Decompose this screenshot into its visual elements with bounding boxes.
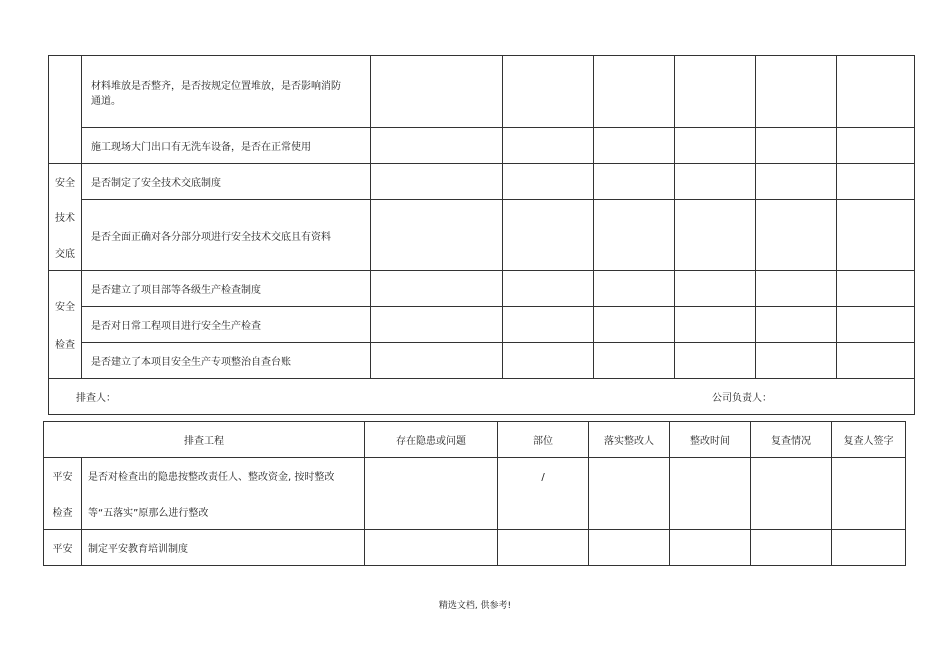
category-label: 交底 — [55, 248, 75, 260]
category-label: 安全 — [55, 302, 75, 313]
footer-note: 精选文档, 供参考! — [438, 601, 512, 611]
location-cell[interactable] — [503, 128, 594, 164]
signature-cell[interactable] — [837, 271, 915, 307]
recheck-cell[interactable] — [756, 200, 837, 271]
responsible-cell[interactable] — [594, 271, 675, 307]
recheck-cell[interactable] — [756, 164, 837, 200]
time-cell[interactable] — [675, 343, 756, 379]
table-row — [49, 56, 915, 128]
issue-cell[interactable] — [371, 343, 503, 379]
inspection-table-bottom — [43, 421, 906, 566]
table-row — [44, 530, 906, 566]
signature-footer — [49, 379, 915, 415]
header-signature: 复查人签字 — [832, 422, 906, 458]
table-row — [49, 307, 915, 343]
item-cell: 是否建立了项目部等各级生产检查制度 — [82, 271, 371, 307]
signature-cell[interactable] — [837, 56, 915, 128]
item-cell: 是否对日常工程项目进行安全生产检查 — [82, 307, 371, 343]
manager-label: 公司负责人： — [712, 393, 772, 404]
recheck-cell[interactable] — [756, 271, 837, 307]
responsible-cell[interactable] — [594, 200, 675, 271]
signature-cell[interactable] — [837, 343, 915, 379]
category-safety-tech — [49, 164, 82, 271]
responsible-cell[interactable] — [594, 307, 675, 343]
location-cell[interactable] — [503, 343, 594, 379]
time-cell[interactable] — [675, 128, 756, 164]
item-cell: 是否建立了本项目安全生产专项整治自查台账 — [82, 343, 371, 379]
header-location: 部位 — [498, 422, 589, 458]
issue-cell[interactable] — [371, 307, 503, 343]
inspection-table-top — [48, 55, 915, 415]
header-row — [44, 422, 906, 458]
item-text-line1: 是否对检查出的隐患按整改责任人、整改资金, 按时整改 — [88, 472, 335, 484]
item-cell: 是否全面正确对各分部分项进行安全技术交底且有资料 — [82, 200, 371, 271]
header-time: 整改时间 — [670, 422, 751, 458]
location-cell[interactable] — [503, 56, 594, 128]
item-cell — [82, 56, 371, 128]
recheck-cell[interactable] — [751, 458, 832, 530]
responsible-cell[interactable] — [594, 56, 675, 128]
signature-cell[interactable] — [832, 530, 906, 566]
signature-cell[interactable] — [837, 307, 915, 343]
location-cell[interactable] — [503, 307, 594, 343]
item-cell: 是否制定了安全技术交底制度 — [82, 164, 371, 200]
location-cell[interactable] — [498, 530, 589, 566]
category-cell — [44, 458, 82, 530]
item-text-line1: 材料堆放是否整齐，是否按规定位置堆放，是否影响消防 — [91, 80, 341, 92]
issue-cell[interactable] — [371, 200, 503, 271]
recheck-cell[interactable] — [756, 307, 837, 343]
issue-cell[interactable] — [365, 458, 498, 530]
item-cell: 施工现场大门出口有无洗车设备，是否在正常使用 — [82, 128, 371, 164]
table-row — [49, 164, 915, 200]
category-label: 平安 — [52, 472, 73, 484]
location-cell[interactable]: / — [498, 458, 589, 530]
item-text-line2: 等“五落实”原那么进行整改 — [88, 507, 209, 519]
signature-cell[interactable] — [832, 458, 906, 530]
time-cell[interactable] — [675, 56, 756, 128]
table-row — [49, 343, 915, 379]
signature-cell[interactable] — [837, 164, 915, 200]
issue-cell[interactable] — [371, 271, 503, 307]
table-row — [49, 200, 915, 271]
header-issue: 存在隐患或问题 — [365, 422, 498, 458]
issue-cell[interactable] — [371, 56, 503, 128]
recheck-cell[interactable] — [756, 343, 837, 379]
category-cell: 平安 — [44, 530, 82, 566]
responsible-cell[interactable] — [589, 530, 670, 566]
signature-cell[interactable] — [837, 200, 915, 271]
issue-cell[interactable] — [371, 128, 503, 164]
issue-cell[interactable] — [371, 164, 503, 200]
table-row — [44, 458, 906, 530]
time-cell[interactable] — [670, 530, 751, 566]
item-cell — [82, 458, 365, 530]
item-text-line2: 通道。 — [91, 95, 121, 107]
signature-footer-row — [49, 379, 915, 415]
time-cell[interactable] — [670, 458, 751, 530]
responsible-cell[interactable] — [589, 458, 670, 530]
category-cell — [49, 56, 82, 164]
category-label: 检查 — [52, 507, 73, 519]
header-responsible: 落实整改人 — [589, 422, 670, 458]
recheck-cell[interactable] — [751, 530, 832, 566]
location-cell[interactable] — [503, 271, 594, 307]
time-cell[interactable] — [675, 200, 756, 271]
issue-cell[interactable] — [365, 530, 498, 566]
time-cell[interactable] — [675, 307, 756, 343]
item-cell: 制定平安教育培训制度 — [82, 530, 365, 566]
category-label: 检查 — [55, 340, 75, 351]
time-cell[interactable] — [675, 164, 756, 200]
table-row — [49, 128, 915, 164]
category-label: 安全 — [55, 178, 75, 190]
header-recheck: 复查情况 — [751, 422, 832, 458]
header-project: 排查工程 — [44, 422, 365, 458]
signature-cell[interactable] — [837, 128, 915, 164]
responsible-cell[interactable] — [594, 128, 675, 164]
table-row — [49, 271, 915, 307]
location-cell[interactable] — [503, 200, 594, 271]
recheck-cell[interactable] — [756, 56, 837, 128]
responsible-cell[interactable] — [594, 343, 675, 379]
category-label: 技术 — [55, 213, 75, 225]
category-safety-check — [49, 271, 82, 379]
location-cell[interactable] — [503, 164, 594, 200]
recheck-cell[interactable] — [756, 128, 837, 164]
time-cell[interactable] — [675, 271, 756, 307]
inspector-label: 排查人： — [76, 393, 116, 404]
responsible-cell[interactable] — [594, 164, 675, 200]
